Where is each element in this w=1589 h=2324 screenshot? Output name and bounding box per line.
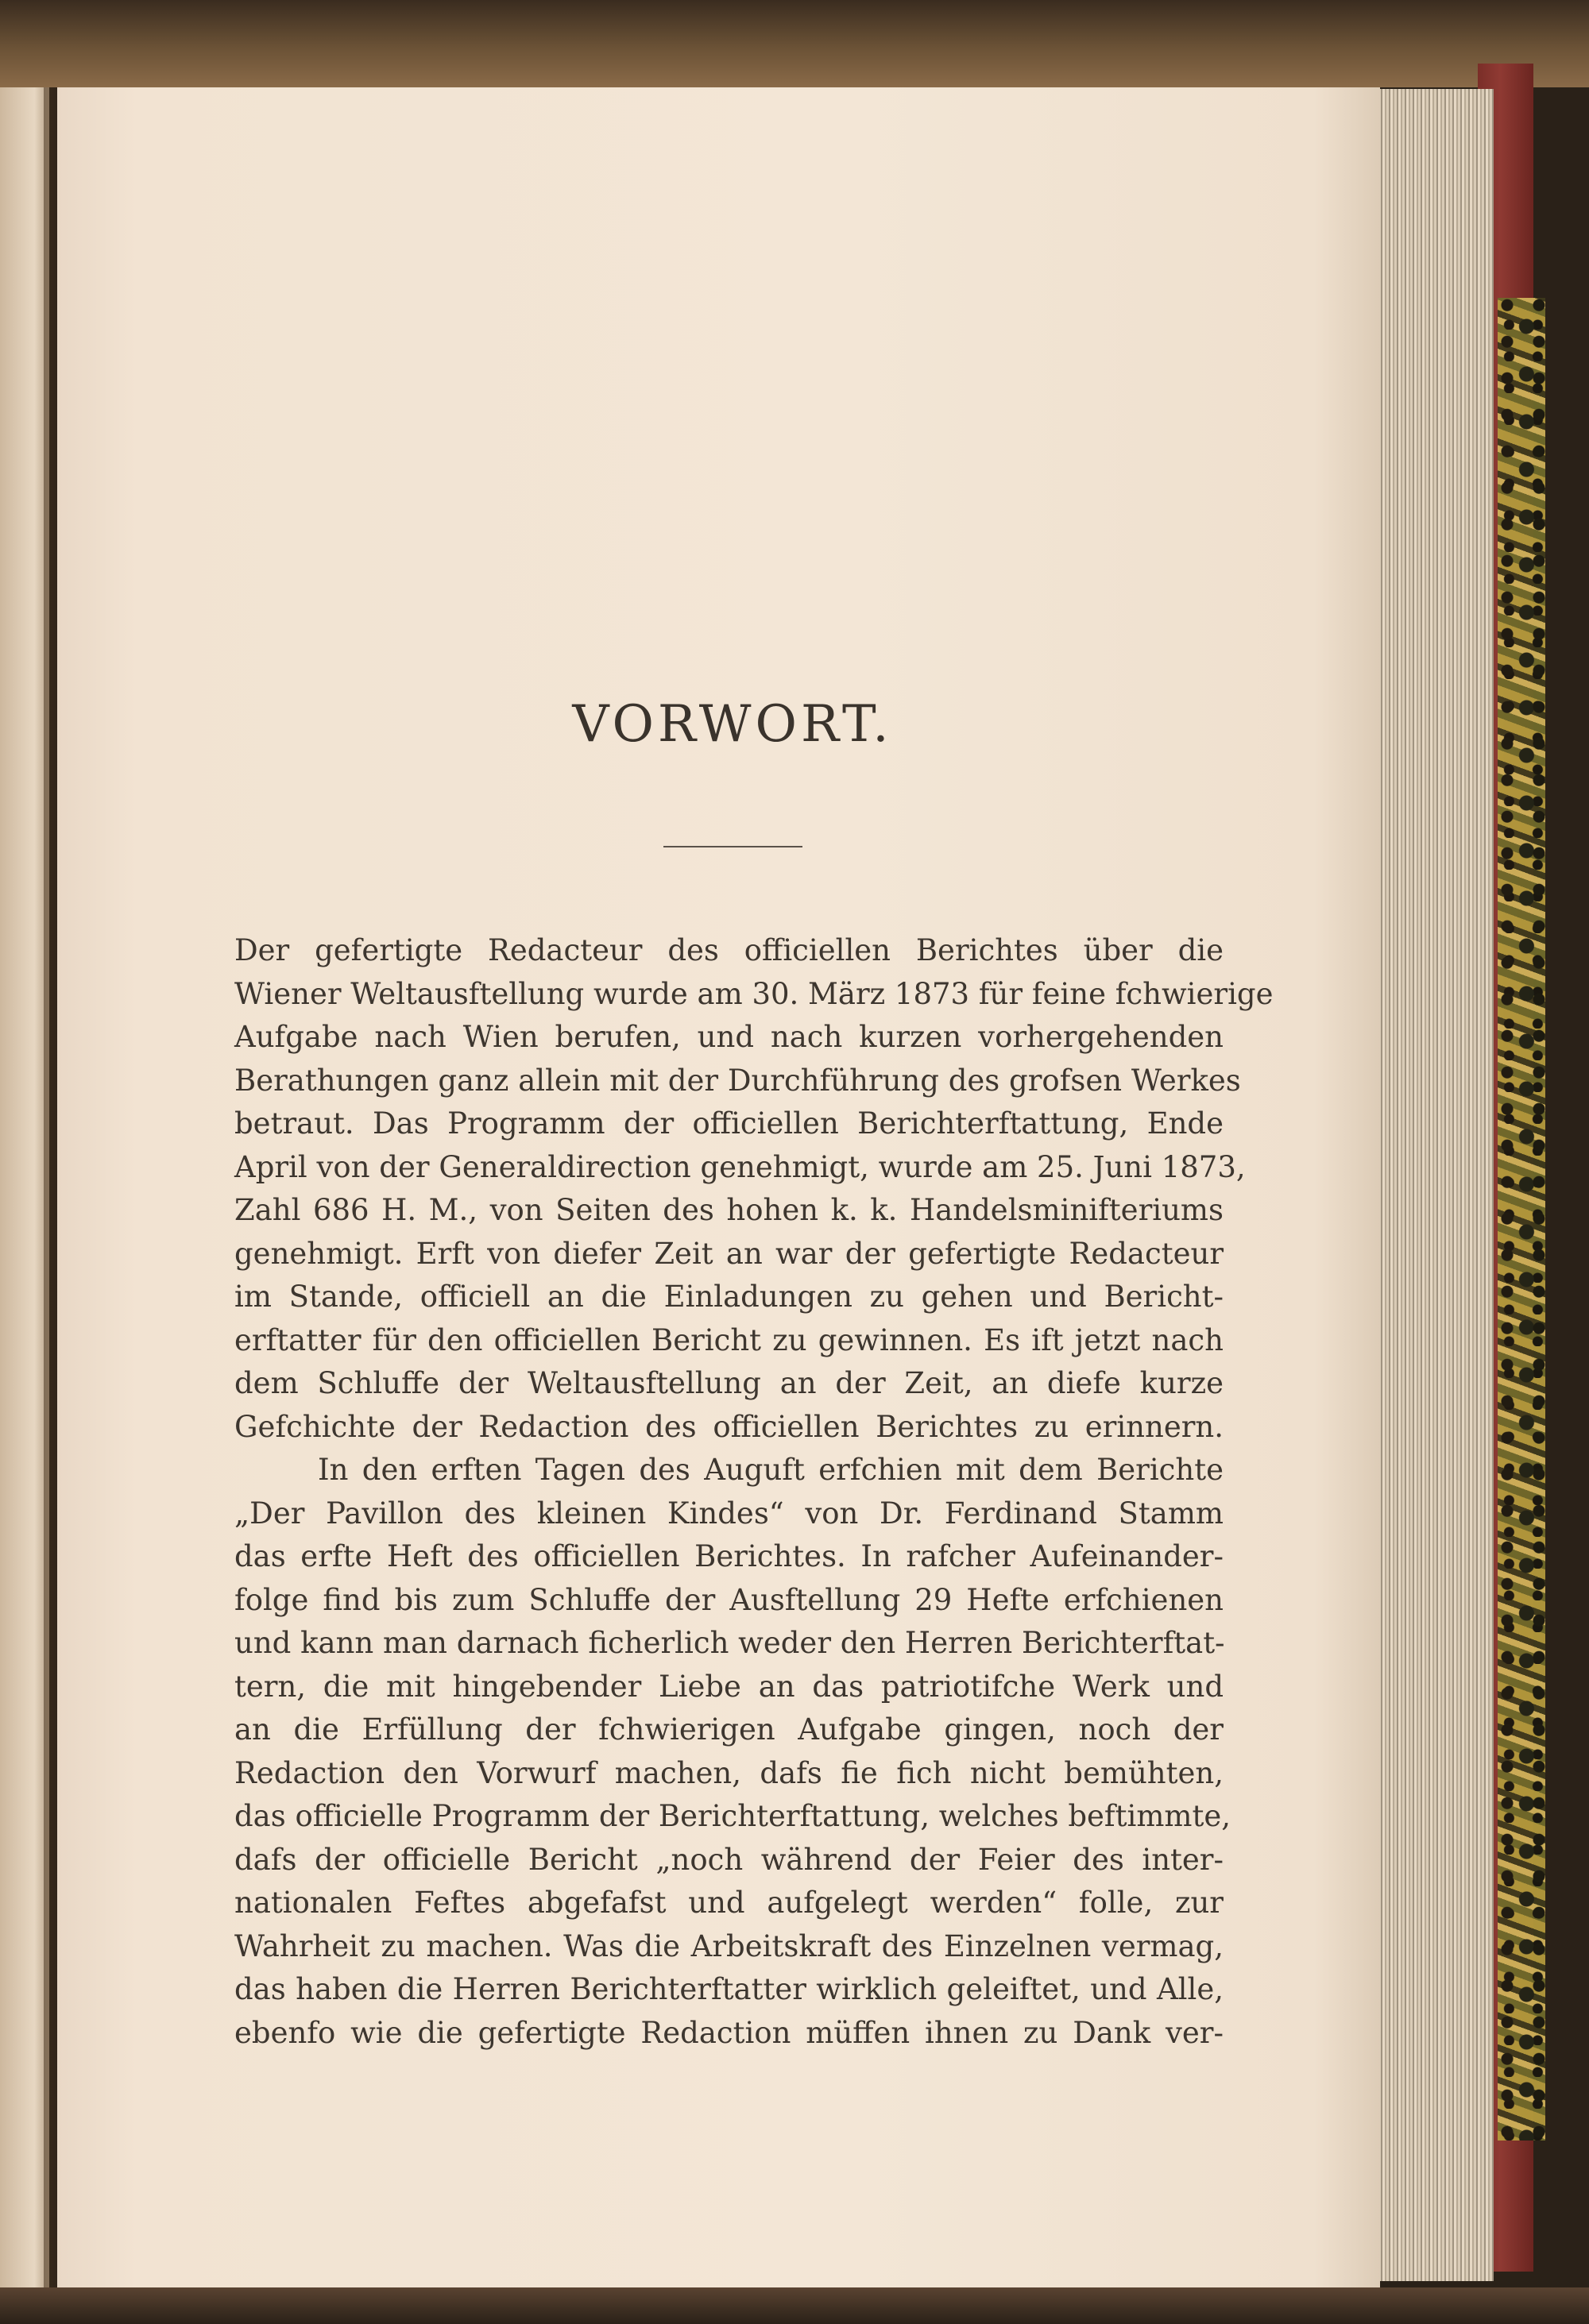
text-line: nationalen Feftes abgefafst und aufgelegt werden“ folle, zur (234, 1886, 1224, 1920)
text-line: und kann man darnach ficherlich weder den Herren Berichterftat- (234, 1626, 1225, 1660)
page-title: VORWORT. (572, 695, 893, 754)
text-line: Berathungen ganz allein mit der Durchführung des grofsen Werkes (234, 1063, 1241, 1098)
text-line: betraut. Das Programm der officiellen Berichterftattung, Ende (234, 1106, 1224, 1141)
bottom-edge (0, 2287, 1589, 2324)
text-line: tern, die mit hingebender Liebe an das patriotifche Werk und (234, 1669, 1224, 1704)
text-line: Der gefertigte Redacteur des officiellen Berichtes über die (234, 933, 1224, 967)
text-line: Redaction den Vorwurf machen, dafs fie fich nicht bemühten, (234, 1755, 1224, 1790)
text-line: dafs der officielle Bericht „noch während der Feier des inter- (234, 1842, 1224, 1877)
text-line: April von der Generaldirection genehmigt, wurde am 25. Juni 1873, (234, 1149, 1246, 1184)
text-line: im Stande, officiell an die Einladungen zu gehen und Bericht- (234, 1280, 1224, 1314)
text-line: genehmigt. Erft von diefer Zeit an war der gefertigte Redacteur (234, 1236, 1224, 1271)
text-line: erftatter für den officiellen Bericht zu gewinnen. Es ift jetzt nach (234, 1322, 1224, 1357)
text-line: ebenfo wie die gefertigte Redaction müffen ihnen zu Dank ver- (234, 2015, 1224, 2050)
top-edge (0, 0, 1589, 87)
page-stack (1374, 89, 1494, 2281)
text-line: folge find bis zum Schluffe der Ausftellung 29 Hefte erfchienen (234, 1582, 1224, 1617)
text-line: In den erften Tagen des Auguft erfchien mit dem Berichte (318, 1453, 1224, 1487)
text-line: das erfte Heft des officiellen Berichtes. In rafcher Aufeinander- (234, 1539, 1224, 1573)
text-line: dem Schluffe der Weltausftellung an der Zeit, an diefe kurze (234, 1366, 1224, 1400)
text-line: an die Erfüllung der fchwierigen Aufgabe gingen, noch der (234, 1712, 1224, 1747)
title-rule (663, 846, 802, 847)
text-line: das officielle Programm der Berichterftattung, welches beftimmte, (234, 1799, 1231, 1833)
left-page-edge (0, 87, 49, 2311)
text-line: Aufgabe nach Wien berufen, und nach kurzen vorhergehenden (234, 1020, 1224, 1054)
text-line: Wahrheit zu machen. Was die Arbeitskraft des Einzelnen vermag, (234, 1928, 1224, 1963)
body-text (234, 929, 1274, 2055)
book-page (57, 87, 1380, 2287)
marbled-edge (1498, 298, 1545, 2141)
text-line: „Der Pavillon des kleinen Kindes“ von Dr. Ferdinand Stamm (234, 1496, 1224, 1531)
text-line: Wiener Weltausftellung wurde am 30. März 1873 für feine fchwierige (234, 976, 1274, 1011)
text-line: Zahl 686 H. M., von Seiten des hohen k. k. Handelsminifteriums (234, 1193, 1224, 1227)
text-line: Gefchichte der Redaction des officiellen Berichtes zu erinnern. (234, 1409, 1224, 1444)
text-line: das haben die Herren Berichterftatter wirklich geleiftet, und Alle, (234, 1972, 1224, 2006)
